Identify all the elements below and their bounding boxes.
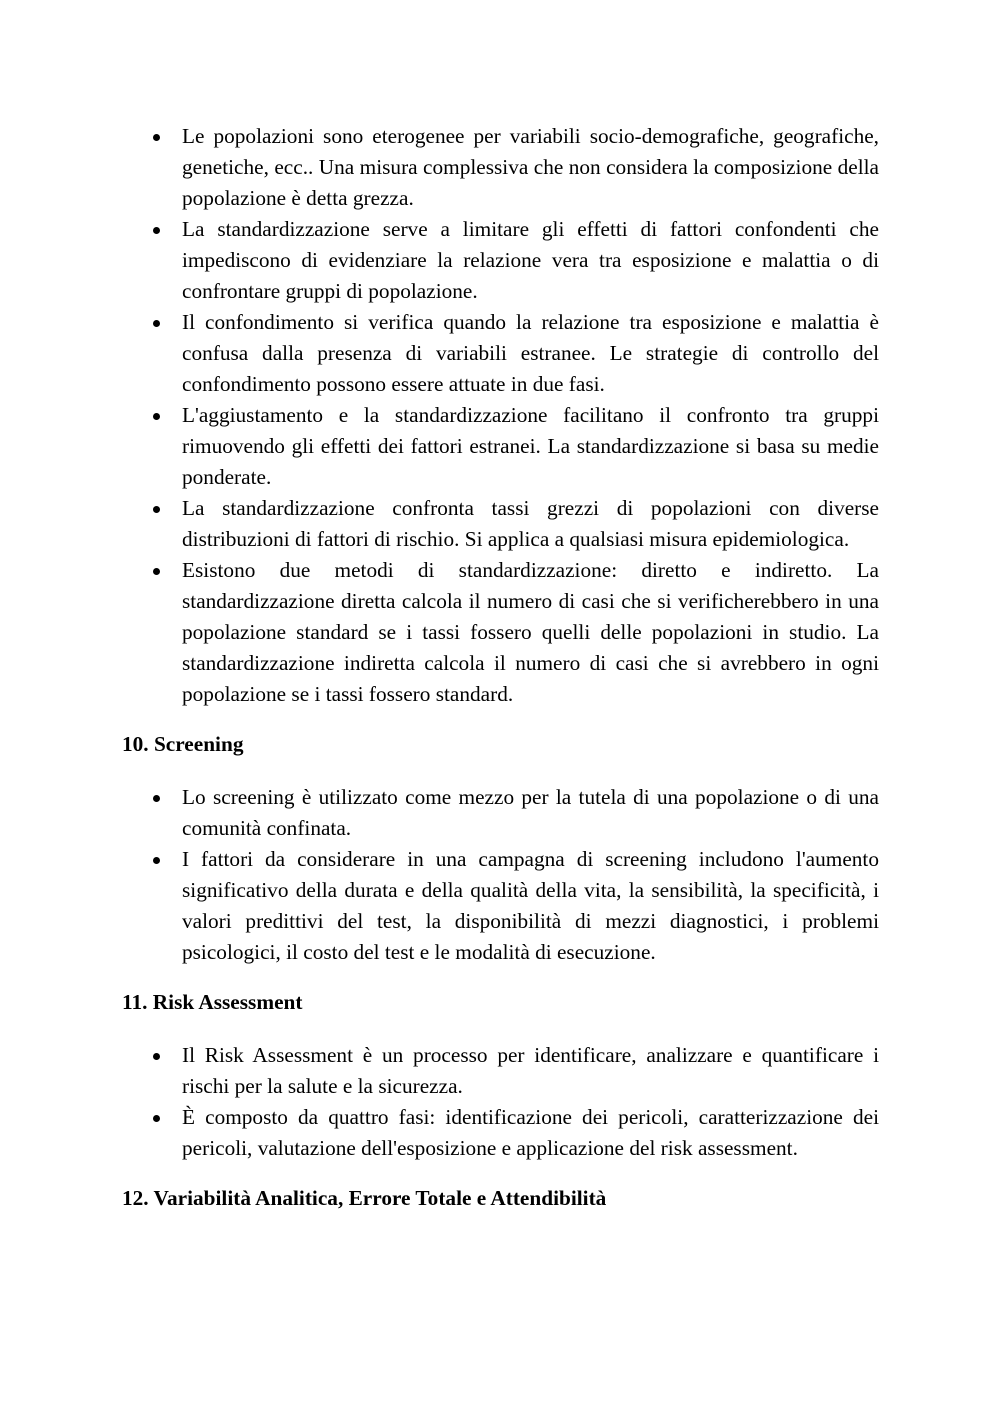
list-item — [122, 1102, 879, 1164]
section-heading-risk-assessment: 11. Risk Assessment — [122, 990, 303, 1014]
section-heading-screening: 10. Screening — [122, 732, 244, 756]
bullet-icon — [153, 568, 160, 575]
list-item — [122, 782, 879, 844]
list-item — [122, 307, 879, 400]
list-item — [122, 121, 879, 214]
document-page — [122, 121, 879, 1214]
list-item-text: Le popolazioni sono eterogenee per variabili socio-demografiche, geografiche, genetiche, ecc.. Una misura complessiva che non considera la composizione della popolazione è detta grezza. — [182, 124, 879, 210]
intro-bullet-list — [122, 121, 879, 710]
bullet-icon — [153, 320, 160, 327]
list-item-text: Lo screening è utilizzato come mezzo per la tutela di una popolazione o di una comunità confinata. — [182, 785, 879, 840]
bullet-icon — [153, 857, 160, 864]
list-item — [122, 214, 879, 307]
risk-assessment-bullet-list — [122, 1040, 879, 1164]
list-item — [122, 1040, 879, 1102]
bullet-icon — [153, 1053, 160, 1060]
list-item-text: Il confondimento si verifica quando la relazione tra esposizione e malattia è confusa dalla presenza di variabili estranee. Le strategie di controllo del confondimento possono essere attuate in due fasi. — [182, 310, 879, 396]
bullet-icon — [153, 1115, 160, 1122]
bullet-icon — [153, 413, 160, 420]
list-item-text: La standardizzazione serve a limitare gli effetti di fattori confondenti che impediscono di evidenziare la relazione vera tra esposizione e malattia o di confrontare gruppi di popolazione. — [182, 217, 879, 303]
list-item-text: La standardizzazione confronta tassi grezzi di popolazioni con diverse distribuzioni di fattori di rischio. Si applica a qualsiasi misura epidemiologica. — [182, 496, 879, 551]
list-item-text: L'aggiustamento e la standardizzazione facilitano il confronto tra gruppi rimuovendo gli effetti dei fattori estranei. La standardizzazione si basa su medie ponderate. — [182, 403, 879, 489]
section-heading-variabilita-analitica: 12. Variabilità Analitica, Errore Totale e Attendibilità — [122, 1186, 607, 1210]
list-item — [122, 844, 879, 968]
bullet-icon — [153, 506, 160, 513]
list-item — [122, 555, 879, 710]
bullet-icon — [153, 227, 160, 234]
list-item-text: I fattori da considerare in una campagna di screening includono l'aumento significativo della durata e della qualità della vita, la sensibilità, la specificità, i valori predittivi del test, la disponibilità di mezzi diagnostici, i problemi psicologici, il costo del test e le modalità di esecuzione. — [182, 847, 879, 964]
list-item — [122, 493, 879, 555]
bullet-icon — [153, 134, 160, 141]
screening-bullet-list — [122, 782, 879, 968]
list-item-text: Il Risk Assessment è un processo per identificare, analizzare e quantificare i rischi per la salute e la sicurezza. — [182, 1043, 879, 1098]
list-item-text: È composto da quattro fasi: identificazione dei pericoli, caratterizzazione dei pericoli, valutazione dell'esposizione e applicazione del risk assessment. — [182, 1105, 879, 1160]
bullet-icon — [153, 795, 160, 802]
list-item — [122, 400, 879, 493]
list-item-text: Esistono due metodi di standardizzazione: diretto e indiretto. La standardizzazione diretta calcola il numero di casi che si verificherebbero in una popolazione standard se i tassi fossero quelli delle popolazioni in studio. La standardizzazione indiretta calcola il numero di casi che si avrebbero in ogni popolazione se i tassi fossero standard. — [182, 558, 879, 706]
